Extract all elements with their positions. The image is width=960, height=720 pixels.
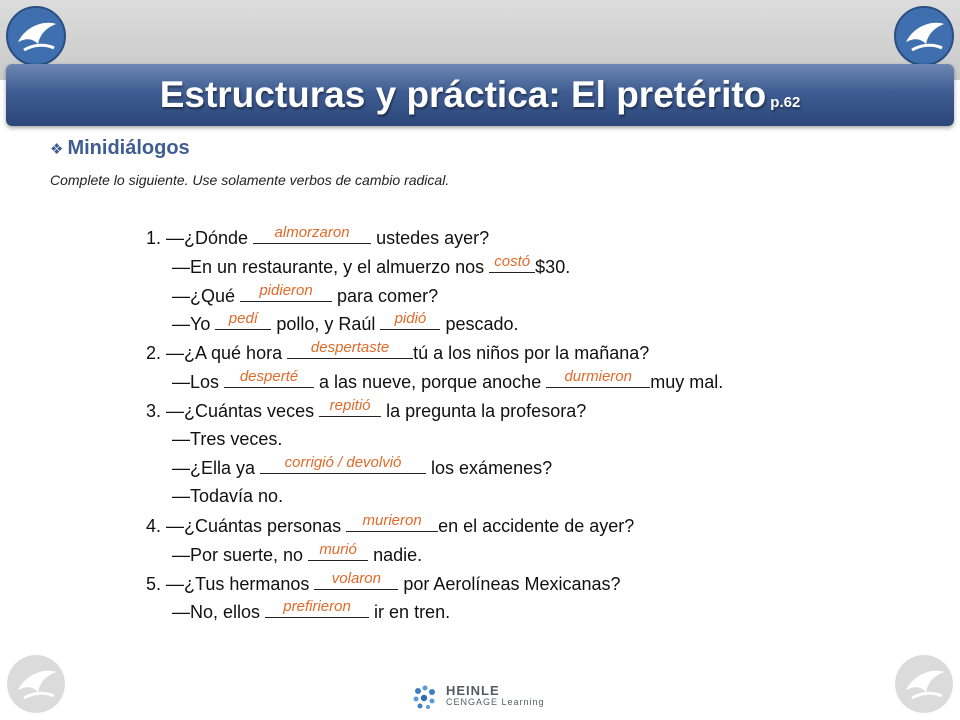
line-text: nadie.	[368, 544, 423, 565]
answer-blank	[215, 309, 271, 330]
line-text: —En un restaurante, y el almuerzo nos	[172, 256, 490, 277]
answer-text: pedí	[228, 310, 258, 328]
page-reference: p.62	[770, 94, 801, 111]
line-text: pescado.	[440, 314, 519, 335]
exercise-line	[146, 396, 723, 425]
exercise-line	[146, 597, 723, 626]
publisher-brand: HEINLE	[446, 683, 500, 698]
heinle-dots-icon	[410, 682, 440, 712]
answer-text: despertaste	[310, 339, 390, 357]
answer-blank	[224, 367, 314, 388]
answer-text: murieron	[362, 511, 422, 529]
line-text: —¿Ella ya	[172, 458, 261, 479]
exercise-list	[146, 223, 723, 626]
line-text: 4. —¿Cuántas personas	[146, 515, 347, 536]
line-text: 5. —¿Tus hermanos	[146, 573, 315, 594]
answer-blank	[314, 569, 398, 590]
line-text: —Los	[172, 371, 225, 392]
exercise-line	[146, 367, 723, 396]
answer-text: costó	[494, 252, 531, 270]
answer-blank	[489, 252, 535, 273]
line-text: ustedes ayer?	[371, 228, 490, 248]
line-text: —Por suerte, no	[172, 544, 309, 565]
answer-text: repitió	[329, 396, 371, 414]
line-text: —¿Qué	[172, 285, 241, 306]
dove-logo-icon	[4, 652, 68, 716]
exercise-line	[146, 569, 723, 598]
section-heading	[50, 137, 190, 160]
exercise-line	[146, 252, 723, 281]
line-text: ir en tren.	[369, 602, 451, 623]
line-text: —Tres veces.	[172, 428, 283, 449]
exercise-line	[146, 453, 723, 482]
line-text: tú a los niños por la mañana?	[413, 343, 650, 364]
line-text: 2. —¿A qué hora	[146, 343, 288, 364]
answer-blank	[546, 367, 650, 388]
line-text: —Yo	[172, 314, 216, 335]
answer-text: desperté	[239, 367, 299, 385]
dove-logo-icon	[892, 4, 956, 68]
line-text: muy mal.	[650, 371, 724, 392]
answer-blank	[260, 453, 426, 474]
answer-text: prefirieron	[283, 598, 351, 616]
answer-text: durmieron	[564, 367, 632, 385]
exercise-line	[146, 482, 723, 511]
section-heading-text: Minidiálogos	[67, 137, 190, 159]
line-text: 3. —¿Cuántas veces	[146, 400, 320, 421]
answer-text: corrigió / devolvió	[284, 454, 402, 472]
exercise-line	[146, 540, 723, 569]
line-text: a las nueve, porque anoche	[314, 371, 547, 392]
answer-blank	[253, 223, 371, 244]
answer-blank	[346, 511, 438, 532]
line-text: por Aerolíneas Mexicanas?	[398, 573, 621, 594]
answer-blank	[287, 338, 413, 359]
slide-title-text: Estructuras y práctica: El pretérito	[159, 74, 767, 115]
diamond-bullet-icon: ❖	[50, 141, 64, 158]
dove-logo-icon	[4, 4, 68, 68]
line-text: en el accidente de ayer?	[438, 515, 635, 536]
publisher-subbrand: CENGAGE Learning	[446, 697, 545, 707]
answer-blank	[319, 396, 381, 417]
exercise-line	[146, 511, 723, 540]
answer-blank	[240, 281, 332, 302]
line-text: —No, ellos	[172, 602, 266, 623]
line-text: para comer?	[332, 285, 439, 306]
line-text: la pregunta la profesora?	[381, 400, 587, 421]
line-text: —Todavía no.	[172, 486, 284, 507]
line-text: $30.	[535, 256, 571, 277]
exercise-line	[146, 281, 723, 310]
slide-title	[6, 74, 954, 116]
line-text: 1. —¿Dónde	[146, 228, 254, 248]
title-bar	[6, 64, 954, 126]
answer-blank	[265, 597, 369, 618]
exercise-line	[146, 425, 723, 454]
answer-blank	[380, 309, 440, 330]
answer-text: murió	[319, 540, 357, 558]
answer-text: almorzaron	[274, 224, 350, 241]
line-text: pollo, y Raúl	[271, 314, 381, 335]
instructions: Complete lo siguiente. Use solamente verbos de cambio radical.	[50, 172, 450, 188]
dove-logo-icon	[892, 652, 956, 716]
exercise-line	[146, 338, 723, 367]
answer-blank	[308, 540, 368, 561]
answer-text: pidió	[394, 310, 427, 328]
line-text: los exámenes?	[426, 458, 553, 479]
exercise-line	[146, 223, 723, 252]
exercise-line	[146, 309, 723, 338]
answer-text: pidieron	[259, 281, 313, 299]
answer-text: volaron	[331, 569, 381, 587]
